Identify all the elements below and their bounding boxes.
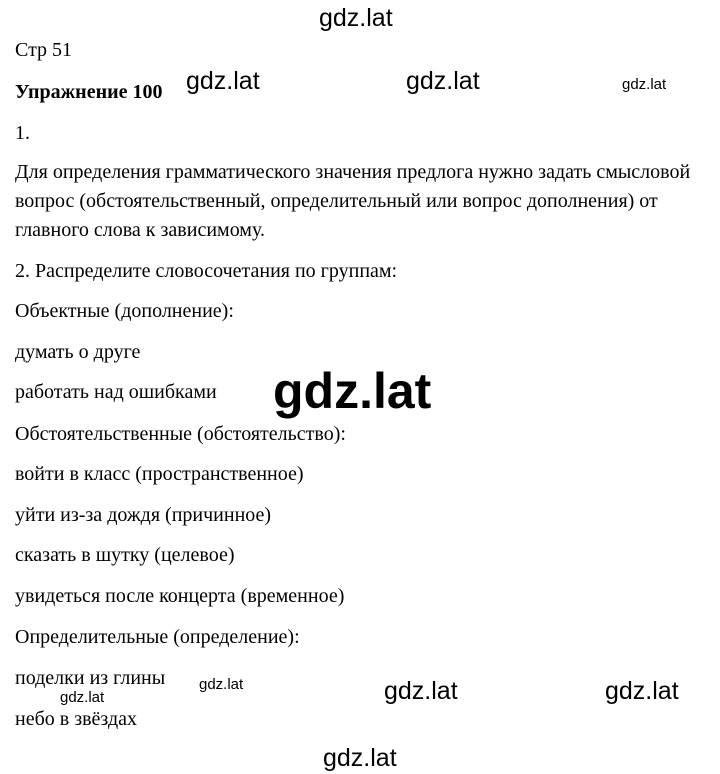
watermark: gdz.lat bbox=[186, 67, 260, 95]
watermark: gdz.lat bbox=[323, 744, 397, 772]
answer-paragraph: Для определения грамматического значения предлога нужно задать смысловой вопрос (обстоятельственный, определительный или вопрос дополнения) от главного слова к зависимому. bbox=[15, 161, 691, 241]
item-2-heading: 2. Распределите словосочетания по группам: bbox=[15, 260, 398, 282]
group-heading-attributive: Определительные (определение): bbox=[15, 626, 300, 648]
watermark: gdz.lat bbox=[384, 677, 458, 705]
watermark: gdz.lat bbox=[60, 689, 105, 706]
phrase-item: работать над ошибками bbox=[15, 381, 217, 403]
watermark: gdz.lat bbox=[406, 67, 480, 95]
phrase-item: небо в звёздах bbox=[15, 708, 138, 730]
watermark: gdz.lat bbox=[605, 677, 679, 705]
phrase-item: сказать в шутку (целевое) bbox=[15, 544, 235, 566]
exercise-title: Упражнение 100 bbox=[15, 81, 163, 103]
group-heading-objective: Объектные (дополнение): bbox=[15, 300, 234, 322]
watermark: gdz.lat bbox=[319, 4, 393, 32]
phrase-item: поделки из глины bbox=[15, 667, 166, 689]
phrase-item: думать о друге bbox=[15, 341, 141, 363]
phrase-item: уйти из-за дождя (причинное) bbox=[15, 504, 272, 526]
phrase-item: увидеться после концерта (временное) bbox=[15, 585, 345, 607]
watermark: gdz.lat bbox=[273, 363, 432, 419]
phrase-item: войти в класс (пространственное) bbox=[15, 463, 304, 485]
group-heading-adverbial: Обстоятельственные (обстоятельство): bbox=[15, 423, 346, 445]
watermark: gdz.lat bbox=[199, 676, 244, 693]
watermark: gdz.lat bbox=[622, 76, 667, 93]
page-label: Стр 51 bbox=[15, 39, 73, 61]
item-1-number: 1. bbox=[15, 122, 30, 144]
